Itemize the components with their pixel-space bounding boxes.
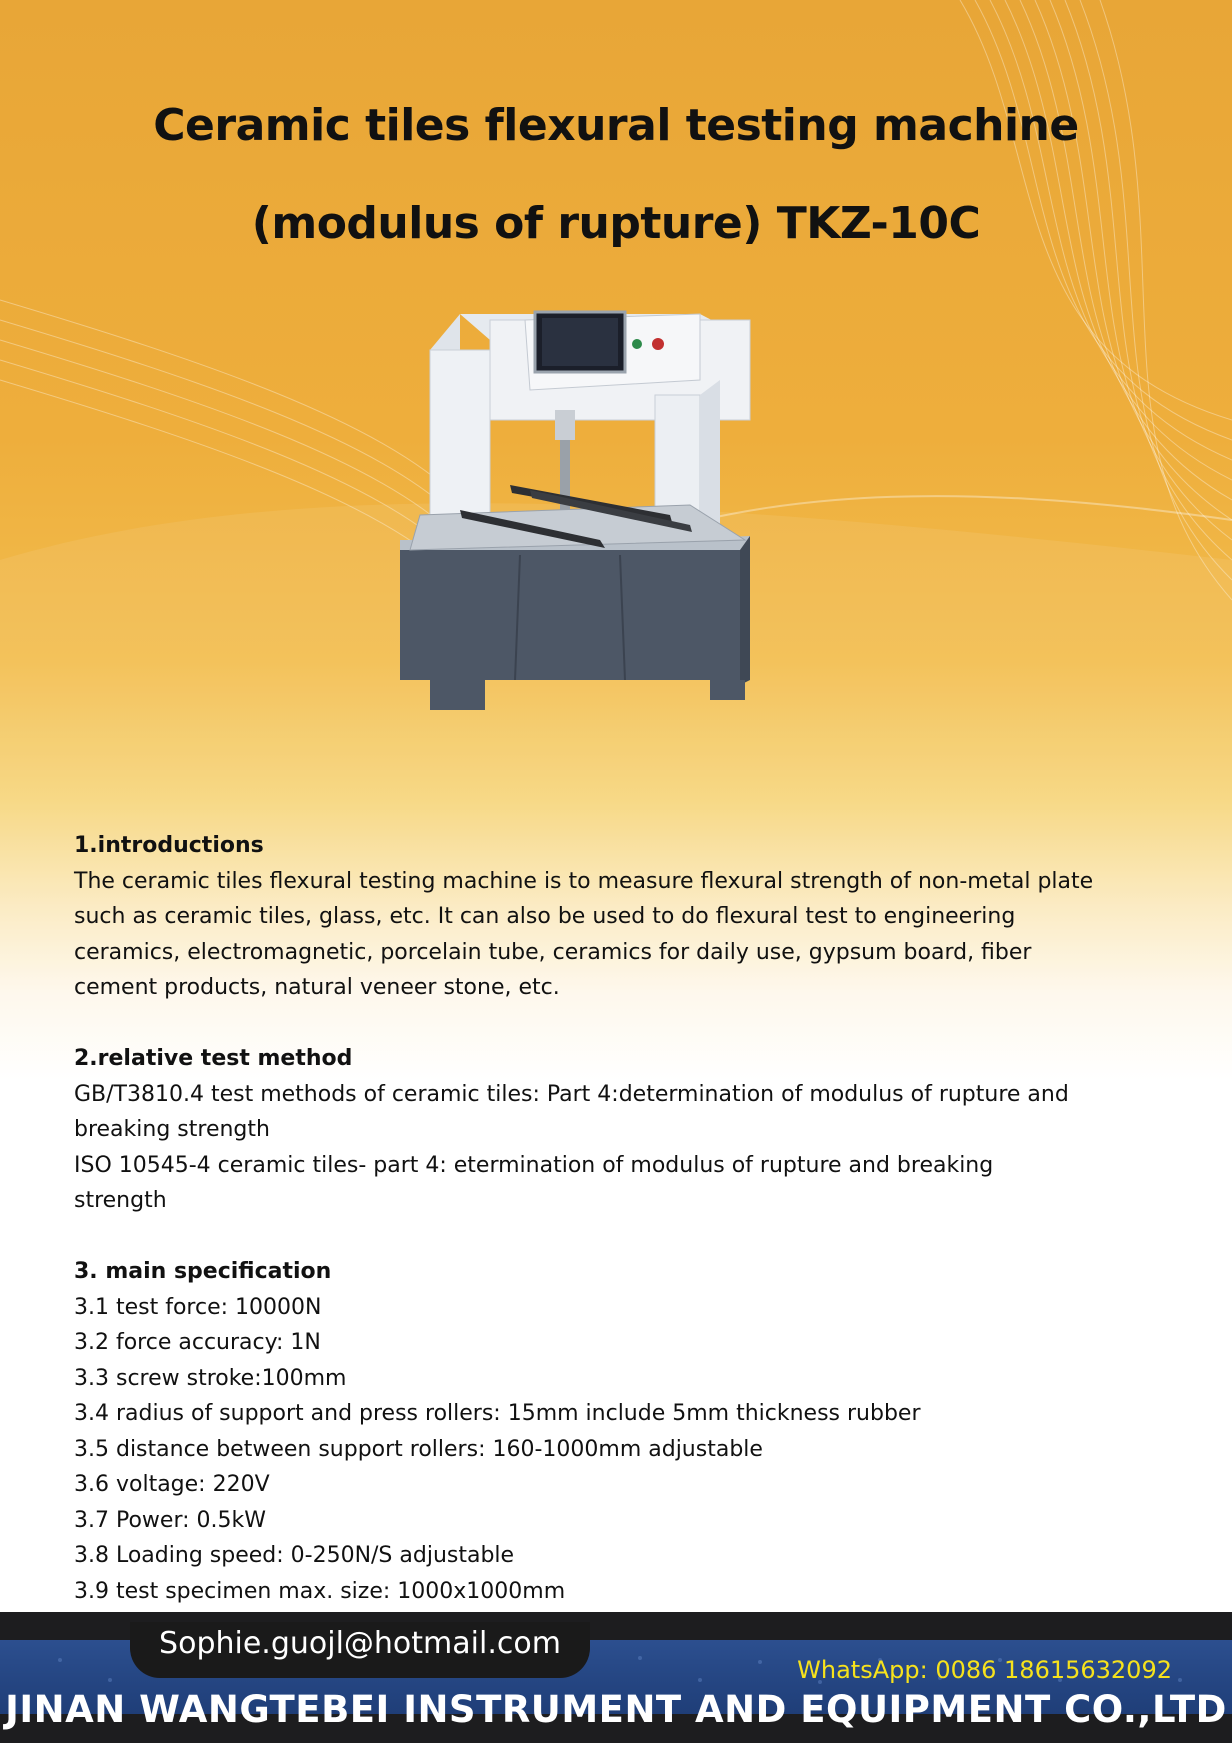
section-heading-introductions: 1.introductions — [74, 833, 264, 858]
intro-line: ceramics, electromagnetic, porcelain tube, ceramics for daily use, gypsum board, fiber — [74, 939, 1032, 965]
footer — [0, 1612, 1232, 1743]
method-line: GB/T3810.4 test methods of ceramic tiles: Part 4:determination of modulus of rupture and — [74, 1081, 1069, 1107]
spec-item: 3.7 Power: 0.5kW — [74, 1507, 266, 1533]
company-name: JINAN WANGTEBEI INSTRUMENT AND EQUIPMENT CO.,LTD — [5, 1688, 1227, 1731]
contact-whatsapp: WhatsApp: 0086 18615632092 — [797, 1656, 1172, 1684]
content-body — [74, 828, 1174, 1609]
intro-line: such as ceramic tiles, glass, etc. It can also be used to do flexural test to engineering — [74, 904, 1016, 929]
spec-item: 3.8 Loading speed: 0-250N/S adjustable — [74, 1543, 515, 1568]
contact-email[interactable]: Sophie.guojl@hotmail.com — [159, 1626, 561, 1661]
spec-item: 3.1 test force: 10000N — [74, 1294, 322, 1320]
spec-item: 3.2 force accuracy: 1N — [74, 1330, 321, 1355]
page-title-line1: Ceramic tiles flexural testing machine — [153, 100, 1079, 151]
spec-item: 3.9 test specimen max. size: 1000x1000mm — [74, 1578, 566, 1604]
section-heading-specification: 3. main specification — [74, 1259, 332, 1284]
intro-line: cement products, natural veneer stone, etc. — [74, 975, 560, 1000]
spec-item: 3.3 screw stroke:100mm — [74, 1365, 347, 1391]
spec-item: 3.4 radius of support and press rollers: 15mm include 5mm thickness rubber — [74, 1401, 921, 1426]
spec-item: 3.6 voltage: 220V — [74, 1472, 270, 1497]
method-line: breaking strength — [74, 1117, 270, 1142]
page-title-line2: (modulus of rupture) TKZ-10C — [251, 198, 981, 249]
method-line: strength — [74, 1188, 167, 1213]
section-gap — [74, 1219, 1174, 1255]
section-heading-test-method: 2.relative test method — [74, 1046, 353, 1071]
method-line: ISO 10545-4 ceramic tiles- part 4: etermination of modulus of rupture and breaking — [74, 1152, 994, 1178]
intro-line: The ceramic tiles flexural testing machine is to measure flexural strength of non-metal plate — [74, 868, 1094, 894]
testing-machine-illustration — [400, 300, 840, 800]
section-gap — [74, 1006, 1174, 1042]
spec-item: 3.5 distance between support rollers: 160-1000mm adjustable — [74, 1436, 763, 1462]
